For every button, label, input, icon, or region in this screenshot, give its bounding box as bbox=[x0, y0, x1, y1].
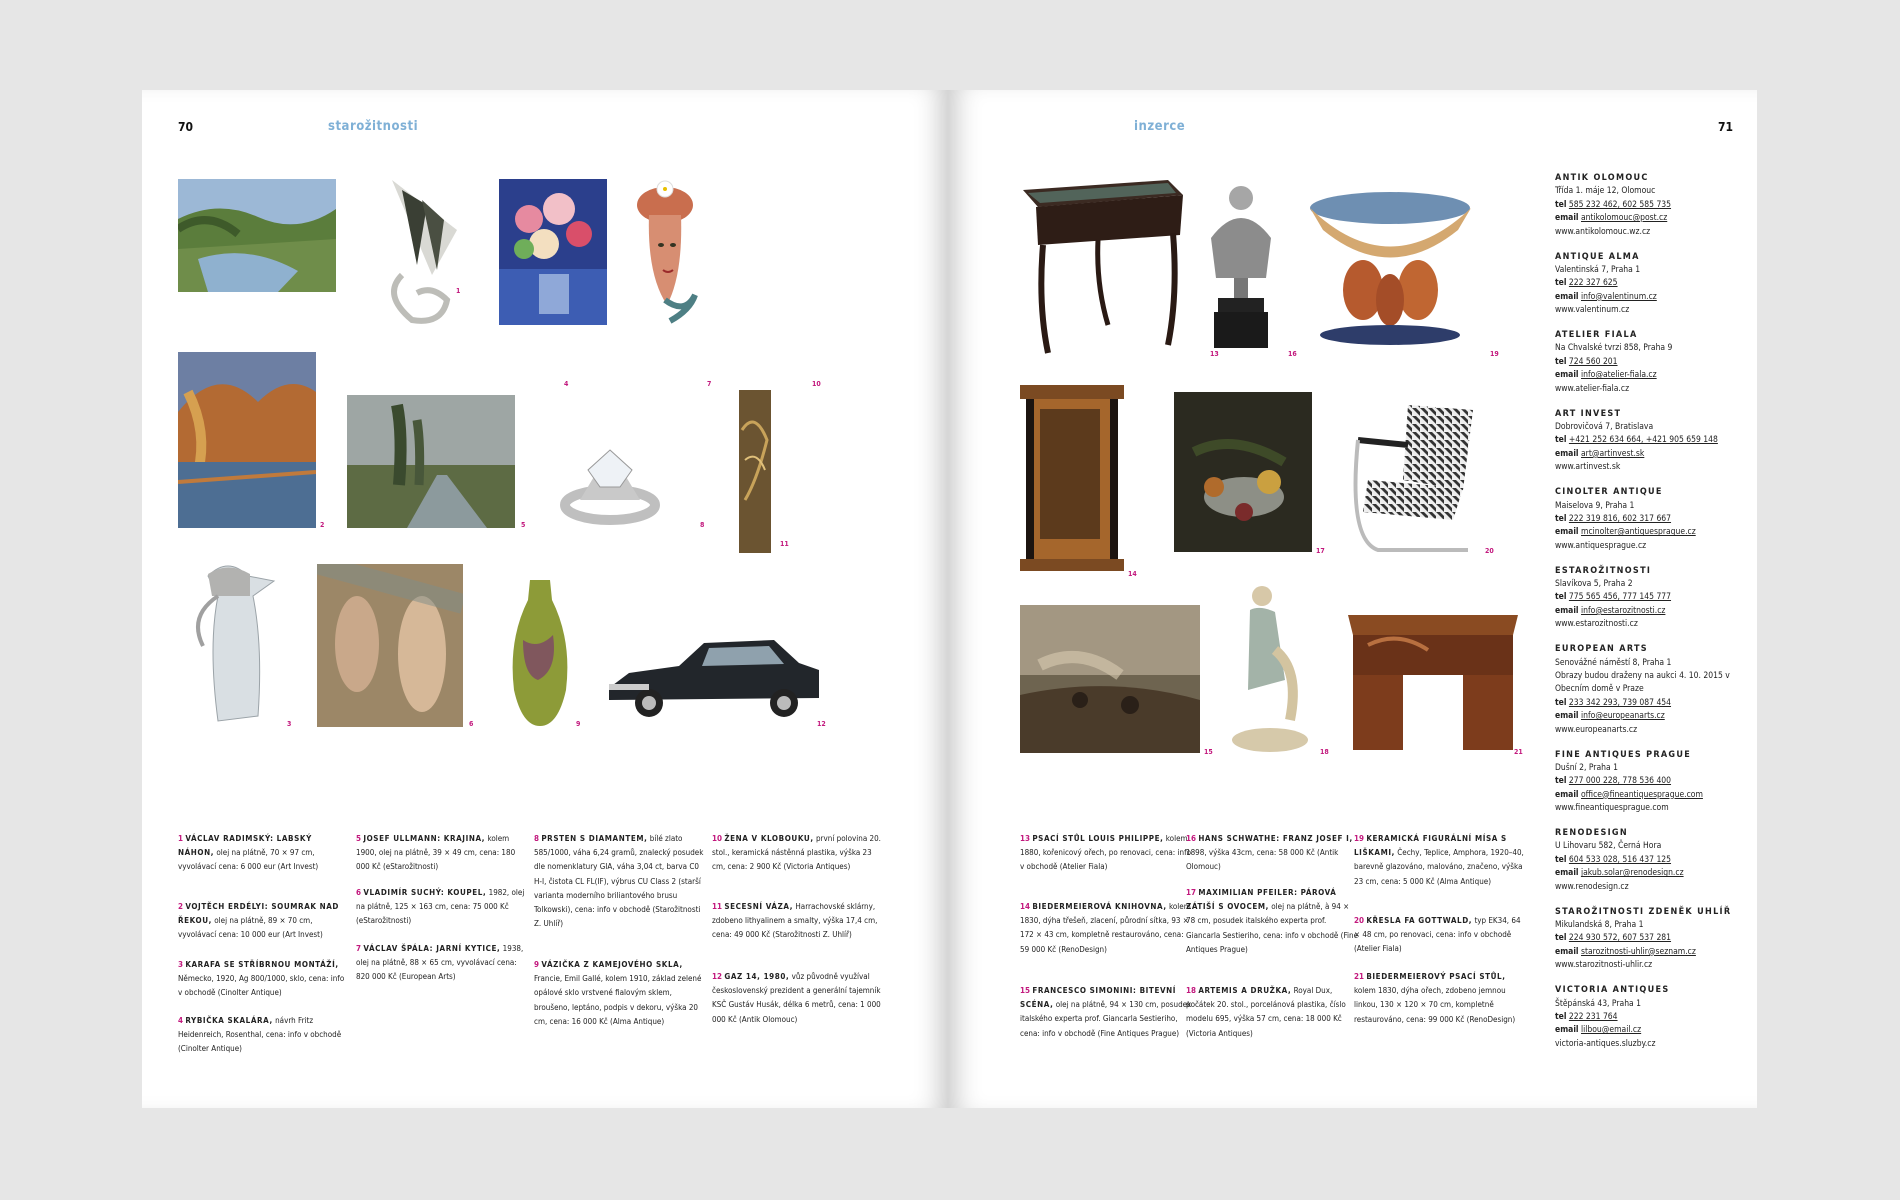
caption: 8 PRSTEN S DIAMANTEM, bílé zlato 585/1000, váha 6,24 gramů, znalecký posudek dle nomenklatury GIA, váha 3,04 ct, barva C0 H-I, čistota CL FL(IF), výbrus CU Class 2 (starší varianta moderního briliantového brusu Tolkowski), cena: info v obchodě (Starožitnosti Z. Uhlíř) bbox=[534, 834, 704, 929]
bust-franz-josef bbox=[1206, 178, 1276, 353]
caption: 18 ARTEMIS A DRUŽKA, Royal Dux, počátek 20. stol., porcelánová plastika, číslo modelu 695, výška 57 cm, cena: 18 000 Kč (Victoria Antiques) bbox=[1186, 986, 1346, 1038]
figure-label: 4 bbox=[564, 380, 569, 388]
caption: 11 SECESNÍ VÁZA, Harrachovské sklárny, zdobeno lithyalinem a smalty, výška 17,4 cm, cena: 49 000 Kč (Starožitnosti Z. Uhlíř) bbox=[712, 902, 878, 940]
dealer-tel: tel 222 319 816, 602 317 667 bbox=[1555, 513, 1672, 524]
figure-label: 14 bbox=[1128, 570, 1137, 578]
figure-label: 21 bbox=[1514, 748, 1523, 756]
dealer-entry bbox=[1555, 408, 1745, 475]
ceramic-bowl-with-foxes bbox=[1308, 190, 1473, 348]
gottwald-armchair bbox=[1348, 400, 1480, 558]
right-page bbox=[948, 90, 1757, 1108]
ceramic-woman-in-hat bbox=[635, 175, 703, 325]
caption: 9 VÁZIČKA Z KAMEJOVÉHO SKLA, Francie, Emil Gallé, kolem 1910, základ zelené opálové sklo vrstvené fialovým sklem, broušeno, leptáno, podpis v dekoru, výška 20 cm, cena: 16 000 Kč (Alma Antique) bbox=[534, 960, 702, 1026]
dealer-address: Dušní 2, Praha 1 bbox=[1555, 762, 1618, 773]
dealer-website[interactable]: www.antikolomouc.wz.cz bbox=[1555, 226, 1651, 237]
dealer-entry bbox=[1555, 251, 1745, 318]
dealer-address: Senovážné náměstí 8, Praha 1 bbox=[1555, 657, 1672, 668]
gaz-14-limousine bbox=[604, 628, 822, 726]
biedermeier-writing-table bbox=[1348, 610, 1518, 755]
figure-label: 10 bbox=[812, 380, 821, 388]
caption: 6 VLADIMÍR SUCHÝ: KOUPEL, 1982, olej na plátně, 125 × 163 cm, cena: 75 000 Kč (eStarožitnosti) bbox=[356, 888, 525, 926]
caption: 15 FRANCESCO SIMONINI: BITEVNÍ SCÉNA, olej na plátně, 94 × 130 cm, posudek italského experta prof. Giancarla Sestieriho, cena: info v obchodě (Fine Antiques Prague) bbox=[1020, 986, 1192, 1038]
caption: 21 BIEDERMEIEROVÝ PSACÍ STŮL, kolem 1830, dýha ořech, zdobeno jemnou linkou, 130 × 120 × 70 cm, kompletně restaurováno, cena: 99 000 Kč (RenoDesign) bbox=[1354, 972, 1516, 1024]
painting-dusk-over-river bbox=[178, 352, 316, 528]
caption: 3 KARAFA SE STŘÍBRNOU MONTÁŽÍ, Německo, 1920, Ag 800/1000, sklo, cena: info v obchodě (Cinolter Antique) bbox=[178, 960, 345, 998]
figure-label: 17 bbox=[1316, 547, 1325, 555]
porcelain-angelfish-figurine bbox=[372, 175, 464, 325]
dealer-name: ANTIK OLOMOUC bbox=[1555, 173, 1649, 183]
dealer-name: VICTORIA ANTIQUES bbox=[1555, 985, 1670, 996]
caption: 16 HANS SCHWATHE: FRANZ JOSEF I, 1898, výška 43cm, cena: 58 000 Kč (Antik Olomouc) bbox=[1186, 834, 1353, 872]
caption: 2 VOJTĚCH ERDÉLYI: SOUMRAK NAD ŘEKOU, olej na plátně, 89 × 70 cm, vyvolávací cena: 10 000 eur (Art Invest) bbox=[178, 902, 340, 940]
dealer-address: Maiselova 9, Praha 1 bbox=[1555, 500, 1635, 511]
section-heading-right: inzerce bbox=[1134, 119, 1186, 134]
figure-label: 15 bbox=[1204, 748, 1213, 756]
dealer-tel: tel 724 560 201 bbox=[1555, 356, 1618, 367]
dealer-tel: tel +421 252 634 664, +421 905 659 148 bbox=[1555, 435, 1718, 446]
art-nouveau-vase bbox=[737, 390, 773, 553]
dealer-email[interactable]: email info@estarozitnosti.cz bbox=[1555, 605, 1666, 616]
painting-spring-bouquet bbox=[499, 179, 607, 325]
biedermeier-bookcase bbox=[1020, 385, 1124, 575]
figure-label: 20 bbox=[1485, 547, 1494, 555]
dealer-website[interactable]: www.atelier-fiala.cz bbox=[1555, 383, 1630, 394]
dealer-name: ART INVEST bbox=[1555, 408, 1622, 419]
dealer-website[interactable]: victoria-antiques.sluzby.cz bbox=[1555, 1038, 1656, 1049]
dealer-email[interactable]: email info@atelier-fiala.cz bbox=[1555, 370, 1657, 381]
carafe-with-silver-mount bbox=[178, 556, 284, 726]
dealer-address: U Lihovaru 582, Černá Hora bbox=[1555, 841, 1662, 852]
painting-battle-scene bbox=[1020, 605, 1200, 753]
dealer-entry bbox=[1555, 486, 1745, 553]
dealer-address: Valentinská 7, Praha 1 bbox=[1555, 264, 1641, 275]
caption: 17 MAXIMILIAN PFEILER: PÁROVÁ ZÁTIŠÍ S OVOCEM, olej na plátně, à 94 × 78 cm, posudek italského experta prof. Giancarla Sestieriho, cena: info v obchodě (Fine Antiques Prague) bbox=[1186, 888, 1358, 954]
figure-label: 16 bbox=[1288, 350, 1297, 358]
dealer-address: Třída 1. máje 12, Olomouc bbox=[1555, 186, 1656, 197]
figure-label: 11 bbox=[780, 540, 789, 548]
dealer-email[interactable]: email lilbou@email.cz bbox=[1555, 1025, 1642, 1036]
dealer-email[interactable]: email antikolomouc@post.cz bbox=[1555, 213, 1668, 224]
dealer-email[interactable]: email jakub.solar@renodesign.cz bbox=[1555, 868, 1684, 879]
dealer-note: Obrazy budou draženy na aukci 4. 10. 2015 v Obecním domě v Praze bbox=[1555, 671, 1730, 695]
caption: 19 KERAMICKÁ FIGURÁLNÍ MÍSA S LIŠKAMI, Čechy, Teplice, Amphora, 1920–40, barevně glazováno, malováno, značeno, výška 23 cm, cena: 5 000 Kč (Alma Antique) bbox=[1354, 834, 1524, 886]
dealer-website[interactable]: www.artinvest.sk bbox=[1555, 462, 1621, 473]
dealer-name: EUROPEAN ARTS bbox=[1555, 644, 1648, 655]
painting-still-life-fruit bbox=[1174, 392, 1312, 552]
figure-label: 8 bbox=[700, 521, 705, 529]
dealer-email[interactable]: email info@valentinum.cz bbox=[1555, 291, 1657, 302]
figure-label: 1 bbox=[456, 287, 461, 295]
caption: 1 VÁCLAV RADIMSKÝ: LABSKÝ NÁHON, olej na plátně, 70 × 97 cm, vyvolávací cena: 6 000 eur (Art Invest) bbox=[178, 834, 319, 872]
dealer-website[interactable]: www.starozitnosti-uhlir.cz bbox=[1555, 960, 1653, 971]
caption: 10 ŽENA V KLOBOUKU, první polovina 20. stol., keramická nástěnná plastika, výška 23 cm, cena: 2 900 Kč (Victoria Antiques) bbox=[712, 834, 881, 872]
dealer-tel: tel 775 565 456, 777 145 777 bbox=[1555, 592, 1672, 603]
dealer-email[interactable]: email mcinolter@antiquesprague.cz bbox=[1555, 527, 1696, 538]
diamond-ring bbox=[560, 445, 660, 525]
dealer-entry bbox=[1555, 749, 1745, 816]
painting-bathing bbox=[317, 564, 463, 727]
page-number-left: 70 bbox=[178, 120, 194, 134]
caption: 7 VÁCLAV ŠPÁLA: JARNÍ KYTICE, 1938, olej na plátně, 88 × 65 cm, vyvolávací cena: 820 000 Kč (European Arts) bbox=[356, 944, 524, 982]
dealer-directory bbox=[1555, 172, 1745, 1063]
dealer-website[interactable]: www.estarozitnosti.cz bbox=[1555, 619, 1638, 630]
painting-landscape-poplars bbox=[347, 395, 515, 528]
caption: 20 KŘESLA FA GOTTWALD, typ EK34, 64 × 48 cm, po renovaci, cena: info v obchodě (Atelier Fiala) bbox=[1354, 916, 1521, 954]
figure-label: 6 bbox=[469, 720, 474, 728]
dealer-name: RENODESIGN bbox=[1555, 828, 1628, 839]
porcelain-artemis-figurine bbox=[1230, 580, 1312, 755]
caption: 13 PSACÍ STŮL LOUIS PHILIPPE, kolem 1880, kořenicový ořech, po renovaci, cena: info v obchodě (Atelier Fiala) bbox=[1020, 834, 1191, 872]
page-number-right: 71 bbox=[1718, 120, 1734, 134]
dealer-entry bbox=[1555, 565, 1745, 632]
dealer-entry bbox=[1555, 329, 1745, 396]
dealer-email[interactable]: email art@artinvest.sk bbox=[1555, 448, 1645, 459]
dealer-website[interactable]: www.renodesign.cz bbox=[1555, 881, 1629, 892]
dealer-tel: tel 224 930 572, 607 537 281 bbox=[1555, 933, 1672, 944]
dealer-name: FINE ANTIQUES PRAGUE bbox=[1555, 749, 1692, 760]
dealer-address: Slavíkova 5, Praha 2 bbox=[1555, 579, 1633, 590]
caption: 4 RYBIČKA SKALÁRA, návrh Fritz Heidenreich, Rosenthal, cena: info v obchodě (Cinolter Antique) bbox=[178, 1016, 342, 1054]
dealer-website[interactable]: www.antiquesprague.cz bbox=[1555, 540, 1647, 551]
dealer-tel: tel 604 533 028, 516 437 125 bbox=[1555, 854, 1672, 865]
figure-label: 19 bbox=[1490, 350, 1499, 358]
dealer-entry bbox=[1555, 906, 1745, 973]
dealer-address: Na Chvalské tvrzi 858, Praha 9 bbox=[1555, 343, 1673, 354]
dealer-website[interactable]: www.europeanarts.cz bbox=[1555, 724, 1638, 735]
caption: 5 JOSEF ULLMANN: KRAJINA, kolem 1900, olej na plátně, 39 × 49 cm, cena: 180 000 Kč (eStarožitnosti) bbox=[356, 834, 516, 872]
dealer-tel: tel 222 231 764 bbox=[1555, 1011, 1618, 1022]
dealer-tel: tel 585 232 462, 602 585 735 bbox=[1555, 199, 1672, 210]
dealer-address: Štěpánská 43, Praha 1 bbox=[1555, 998, 1642, 1009]
dealer-name: ATELIER FIALA bbox=[1555, 330, 1638, 341]
dealer-website[interactable]: www.fineantiquesprague.com bbox=[1555, 803, 1669, 814]
figure-label: 18 bbox=[1320, 748, 1329, 756]
caption: 14 BIEDERMEIEROVÁ KNIHOVNA, kolem 1830, dýha třešeň, zlacení, půrodní sítka, 93 × 172 × 43 cm, kompletně restaurováno, cena: 59 000 Kč (RenoDesign) bbox=[1020, 902, 1191, 954]
dealer-name: STAROŽITNOSTI ZDENĚK UHLÍŘ bbox=[1555, 906, 1732, 917]
dealer-entry bbox=[1555, 172, 1745, 239]
dealer-name: ESTAROŽITNOSTI bbox=[1555, 565, 1652, 576]
section-heading-left: starožitnosti bbox=[328, 119, 419, 134]
left-page bbox=[142, 90, 948, 1108]
dealer-entry bbox=[1555, 643, 1745, 737]
dealer-entry bbox=[1555, 984, 1745, 1051]
figure-label: 9 bbox=[576, 720, 581, 728]
dealer-email[interactable]: email info@europeanarts.cz bbox=[1555, 711, 1665, 722]
dealer-name: ANTIQUE ALMA bbox=[1555, 251, 1640, 262]
figure-label: 12 bbox=[817, 720, 826, 728]
cameo-glass-vase bbox=[508, 580, 572, 726]
figure-label: 7 bbox=[707, 380, 712, 388]
dealer-address: Dobrovičová 7, Bratislava bbox=[1555, 422, 1654, 432]
dealer-tel: tel 222 327 625 bbox=[1555, 278, 1618, 289]
dealer-tel: tel 277 000 228, 778 536 400 bbox=[1555, 776, 1672, 787]
dealer-website[interactable]: www.valentinum.cz bbox=[1555, 305, 1630, 316]
figure-label: 13 bbox=[1210, 350, 1219, 358]
figure-label: 3 bbox=[287, 720, 292, 728]
dealer-name: CINOLTER ANTIQUE bbox=[1555, 487, 1663, 498]
caption: 12 GAZ 14, 1980, vůz původně využíval československý prezident a generální tajemník KSČ Gustáv Husák, délka 6 metrů, cena: 1 000 000 Kč (Antik Olomouc) bbox=[712, 972, 881, 1024]
figure-label: 2 bbox=[320, 521, 325, 529]
dealer-address: Mikulandská 8, Praha 1 bbox=[1555, 920, 1644, 930]
painting-river-landscape bbox=[178, 179, 336, 292]
dealer-email[interactable]: email starozitnosti-uhlir@seznam.cz bbox=[1555, 946, 1696, 957]
figure-label: 5 bbox=[521, 521, 526, 529]
dealer-tel: tel 233 342 293, 739 087 454 bbox=[1555, 697, 1672, 708]
dealer-email[interactable]: email office@fineantiquesprague.com bbox=[1555, 789, 1703, 800]
louis-philippe-writing-desk bbox=[1018, 175, 1186, 355]
dealer-entry bbox=[1555, 827, 1745, 894]
